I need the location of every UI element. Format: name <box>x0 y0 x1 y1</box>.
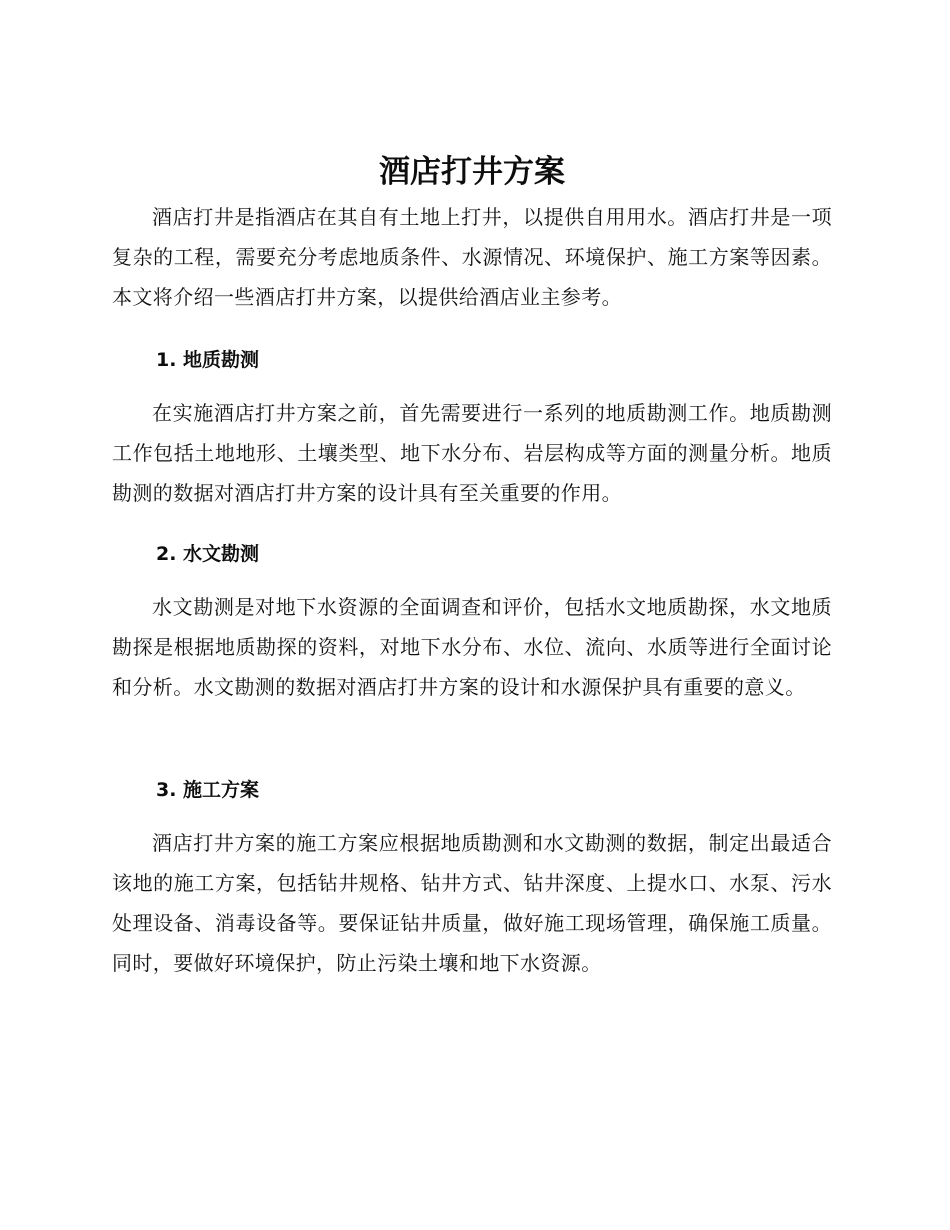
section-body-geology: 在实施酒店打井方案之前，首先需要进行一系列的地质勘测工作。地质勘测工作包括土地地形、土壤类型、地下水分布、岩层构成等方面的测量分析。地质勘测的数据对酒店打井方案的设计具有至关重要的作用。 <box>112 401 832 505</box>
intro-paragraph: 酒店打井是指酒店在其自有土地上打井，以提供自用用水。酒店打井是一项复杂的工程，需要充分考虑地质条件、水源情况、环境保护、施工方案等因素。本文将介绍一些酒店打井方案，以提供给酒店业主参考。 <box>112 205 832 309</box>
document-title: 酒店打井方案 <box>379 154 565 190</box>
section-body-construction: 酒店打井方案的施工方案应根据地质勘测和水文勘测的数据，制定出最适合该地的施工方案，包括钻井规格、钻井方式、钻井深度、上提水口、水泵、污水处理设备、消毒设备等。要保证钻井质量，做好施工现场管理，确保施工质量。同时，要做好环境保护，防止污染土壤和地下水资源。 <box>112 831 832 975</box>
section-heading-hydrology: 2. 水文勘测 <box>156 543 260 565</box>
section-heading-construction: 3. 施工方案 <box>156 779 260 801</box>
section-heading-geology: 1. 地质勘测 <box>156 349 260 371</box>
section-body-hydrology: 水文勘测是对地下水资源的全面调查和评价，包括水文地质勘探，水文地质勘探是根据地质勘探的资料，对地下水分布、水位、流向、水质等进行全面讨论和分析。水文勘测的数据对酒店打井方案的设计和水源保护具有重要的意义。 <box>112 595 832 699</box>
